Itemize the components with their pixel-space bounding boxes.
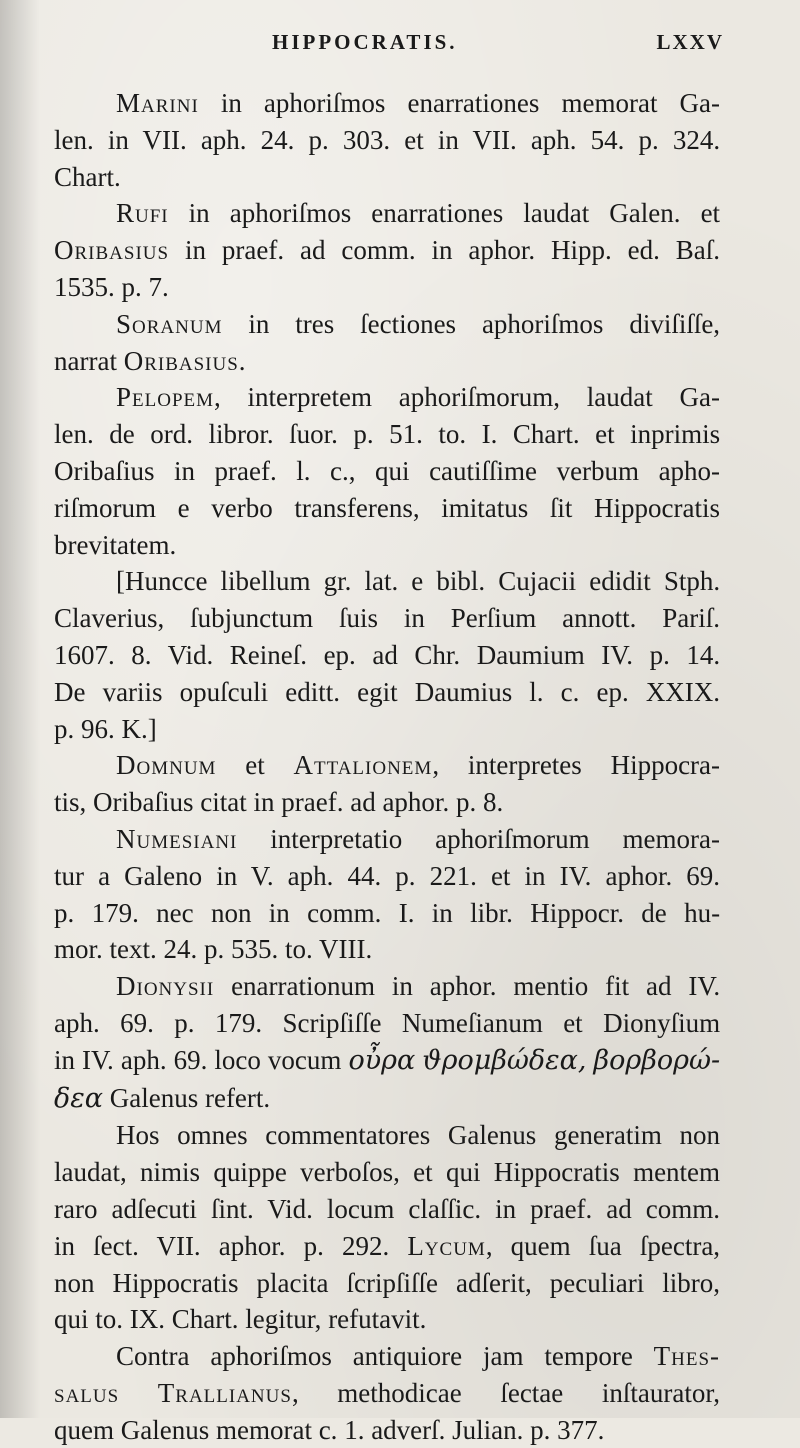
text-line: tur a Galeno in V. aph. 44. p. 221. et in IV. aphor. 69. — [54, 860, 721, 891]
text-line: Oribasius in praef. ad comm. in aphor. Hipp. ed. Baſ. — [54, 235, 721, 266]
paragraph — [54, 306, 720, 380]
text-line: riſmorum e verbo transferens, imitatus ſit Hippocratis — [54, 492, 721, 523]
paragraph — [54, 85, 720, 195]
text-line: qui to. IX. Chart. legitur, refutavit. — [54, 1304, 427, 1335]
text-line: narrat Oribasius. — [54, 345, 246, 376]
text-line: Oribaſius in praef. l. c., qui cautiſſime verbum apho- — [54, 455, 721, 486]
paragraph — [54, 968, 720, 1117]
text-line: mor. text. 24. p. 535. to. VIII. — [54, 934, 373, 965]
text-line: quem Galenus memorat c. 1. adverſ. Julian. p. 377. — [54, 1414, 605, 1445]
running-head: HIPPOCRATIS. — [272, 30, 458, 54]
text-line: laudat, nimis quippe verboſos, et qui Hippocratis mentem — [54, 1157, 721, 1188]
text-line: Marini in aphoriſmos enarrationes memorat Ga- — [116, 88, 720, 118]
paragraph — [54, 195, 720, 305]
text-line: Contra aphoriſmos antiquiore jam tempore Thes- — [116, 1341, 721, 1372]
paragraph — [54, 379, 720, 563]
text-line: non Hippocratis placita ſcripſiſſe adſerit, peculiari libro, — [54, 1267, 721, 1298]
text-line: De variis opuſculi editt. egit Daumius l. c. ep. XXIX. — [54, 676, 721, 707]
text-line: Rufi in aphoriſmos enarrationes laudat Galen. et — [116, 198, 721, 229]
body-text — [54, 85, 720, 1448]
text-line: Hos omnes commentatores Galenus generatim non — [116, 1120, 721, 1151]
text-line: 1607. 8. Vid. Reineſ. ep. ad Chr. Daumium IV. p. 14. — [54, 639, 721, 670]
text-line: Soranum in tres ſectiones aphoriſmos diviſiſſe, — [116, 308, 721, 339]
paragraph — [54, 821, 720, 968]
text-line: aph. 69. p. 179. Scripſiſſe Numeſianum et Dionyſium — [54, 1007, 721, 1038]
text-line: len. in VII. aph. 24. p. 303. et in VII. aph. 54. p. 324. — [54, 124, 721, 155]
paragraph — [54, 1117, 720, 1338]
page-header — [0, 30, 800, 60]
text-line: δεα Galenus refert. — [54, 1082, 271, 1114]
text-line: Chart. — [54, 161, 121, 192]
text-line: brevitatem. — [54, 529, 177, 560]
paragraph — [54, 747, 720, 821]
text-line: Pelopem, interpretem aphoriſmorum, laudat Ga- — [116, 382, 720, 413]
paragraph — [54, 1338, 720, 1448]
text-line: 1535. p. 7. — [54, 271, 169, 302]
text-line: len. de ord. libror. ſuor. p. 51. to. I. Chart. et inprimis — [54, 419, 721, 450]
text-line: [Huncce libellum gr. lat. e bibl. Cujacii edidit Stph. — [116, 566, 721, 597]
gutter-shadow — [0, 0, 40, 1418]
text-line: Dionysii enarrationum in aphor. mentio fit ad IV. — [116, 971, 721, 1002]
text-line: tis, Oribaſius citat in praef. ad aphor. p. 8. — [54, 787, 504, 818]
text-line: Numesiani interpretatio aphoriſmorum memora- — [116, 823, 720, 854]
text-line: Claverius, ſubjunctum ſuis in Perſium annott. Pariſ. — [54, 603, 721, 634]
text-line: Domnum et Attalionem, interpretes Hippocra- — [116, 750, 721, 781]
text-line: p. 96. K.] — [54, 713, 157, 744]
text-line: raro adſecuti ſint. Vid. locum claſſic. in praef. ad comm. — [54, 1193, 721, 1224]
page-number: LXXV — [656, 30, 724, 54]
text-line: p. 179. nec non in comm. I. in libr. Hippocr. de hu- — [54, 897, 721, 928]
text-line: in ſect. VII. aphor. p. 292. Lycum, quem ſua ſpectra, — [54, 1230, 721, 1261]
text-line: in IV. aph. 69. loco vocum οὖρα ϑρομβώδεα, βορβορώ- — [54, 1044, 721, 1076]
paragraph — [54, 563, 720, 747]
text-line: salus Trallianus, methodicae ſectae inſtaurator, — [54, 1377, 720, 1408]
